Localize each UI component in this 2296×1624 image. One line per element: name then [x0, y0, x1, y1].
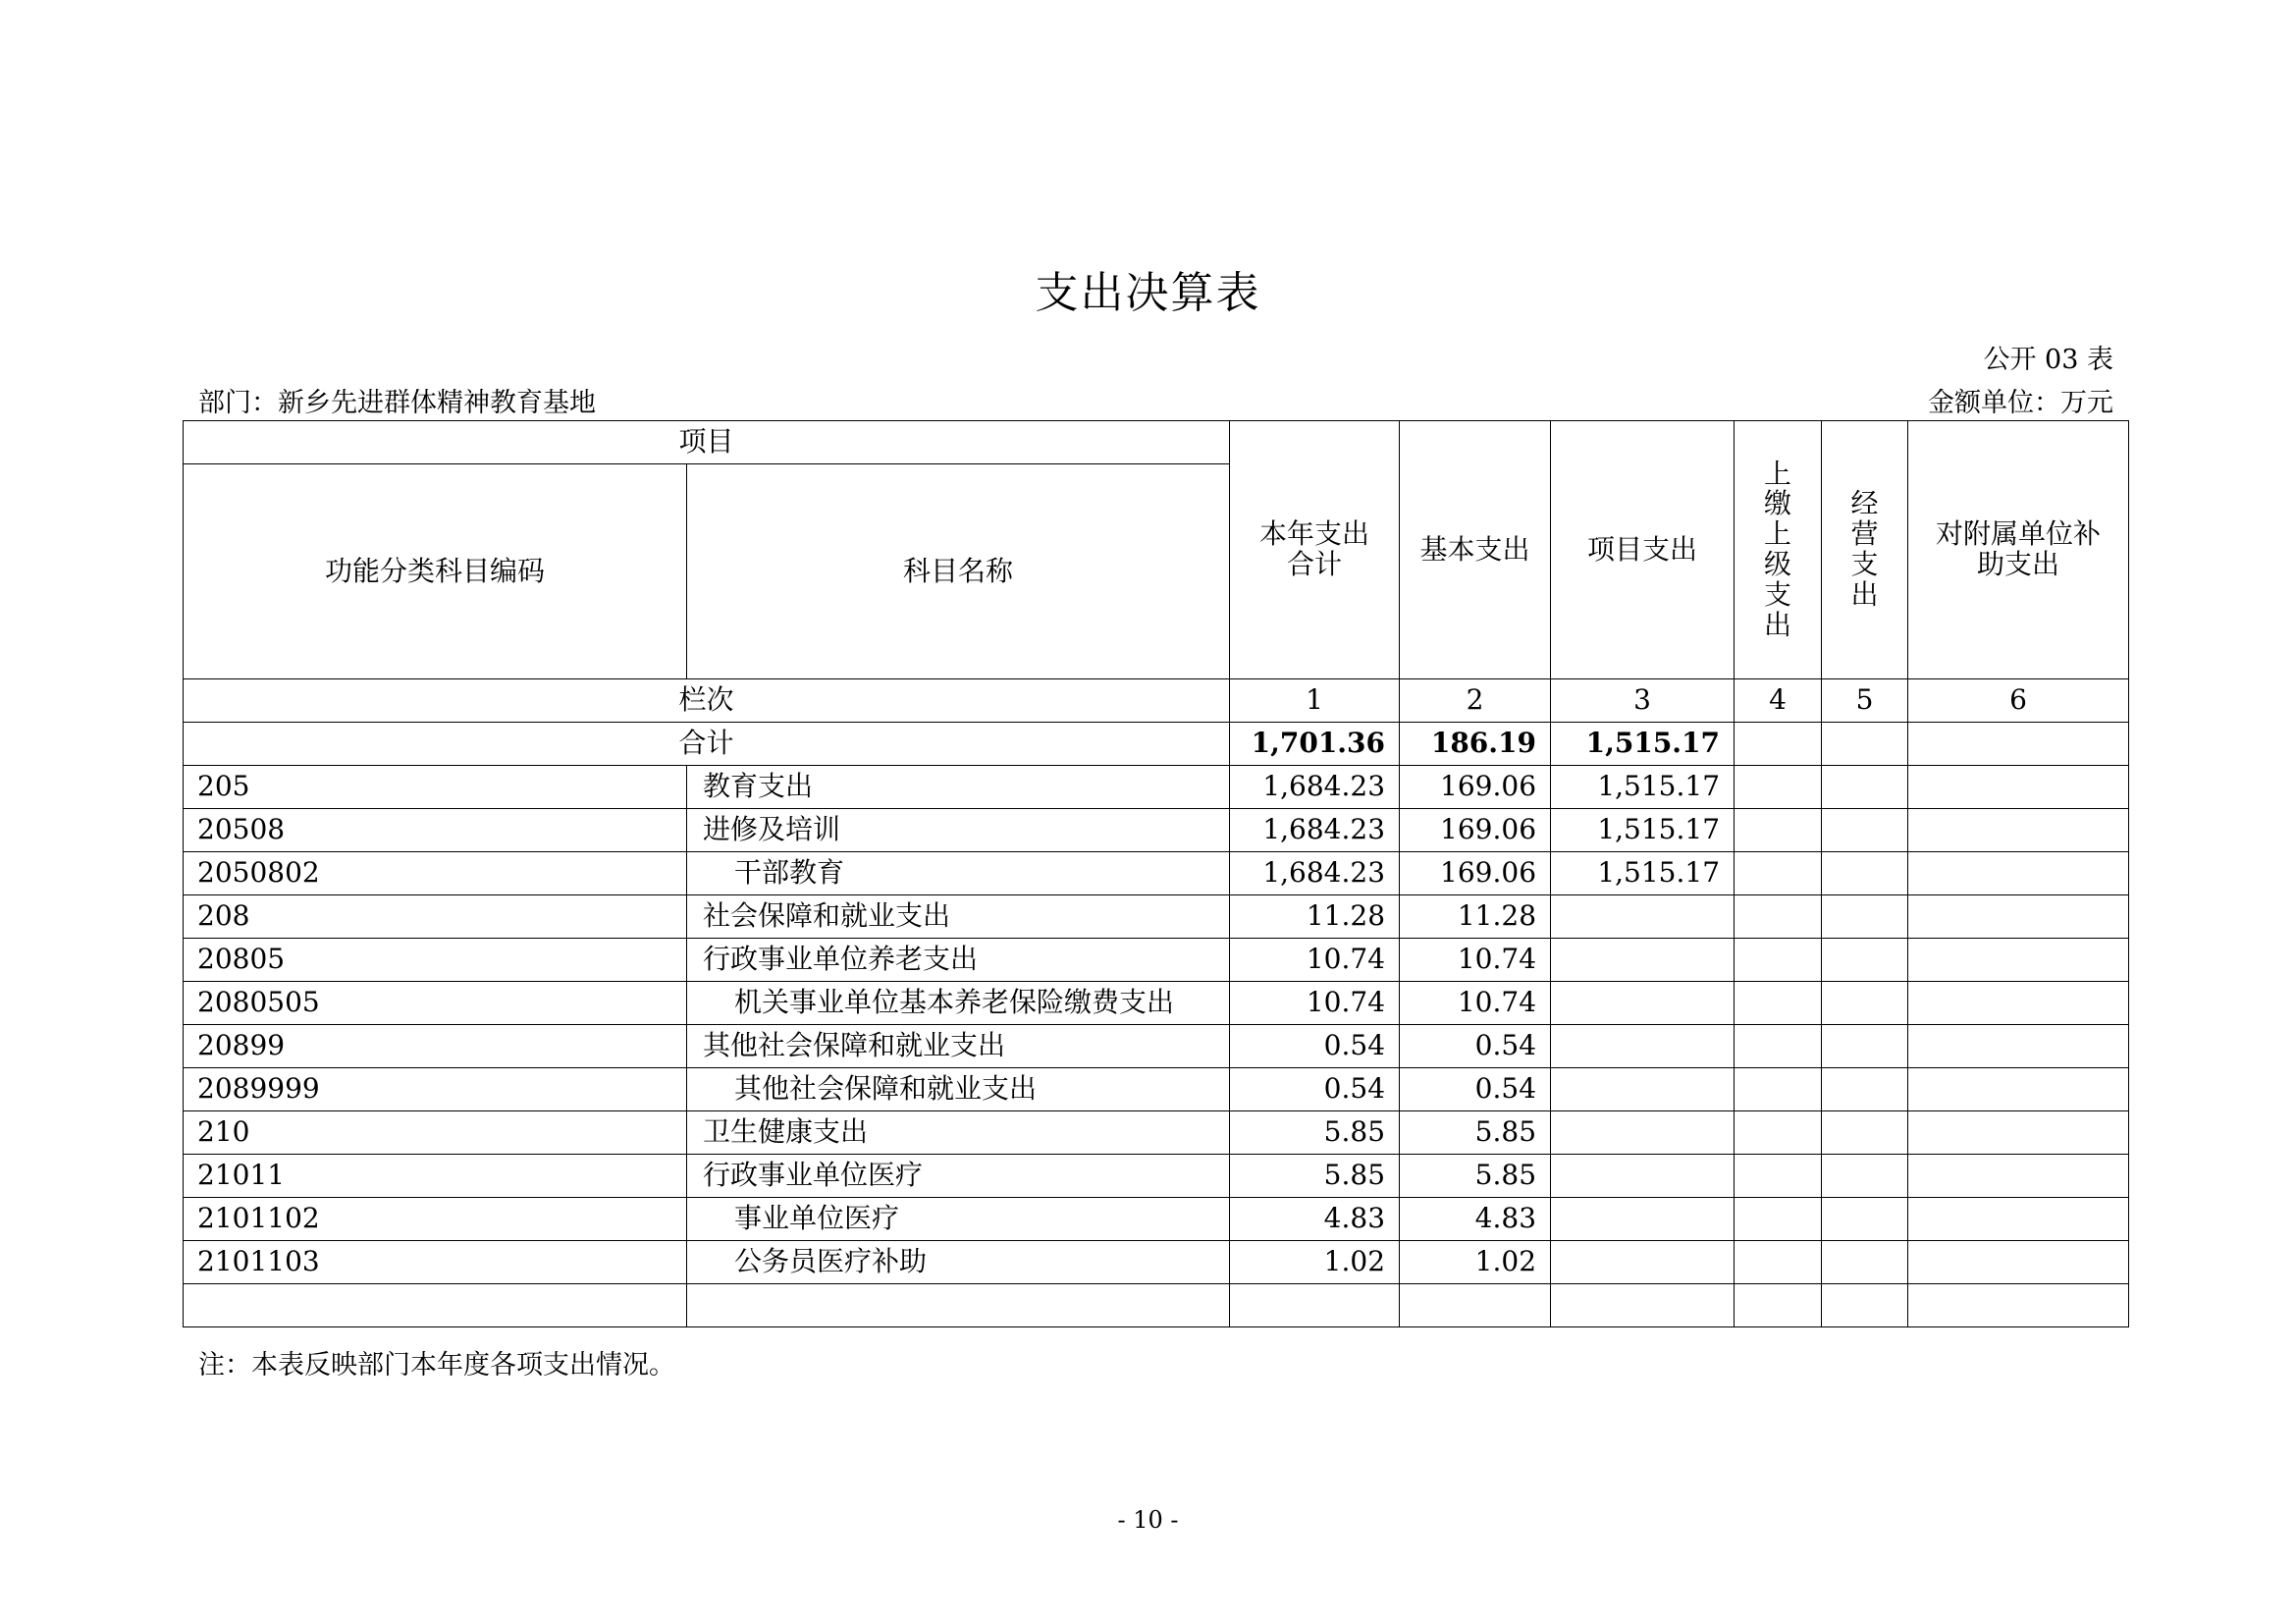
row-business: [1822, 1111, 1908, 1155]
row-total: 1,684.23: [1230, 852, 1400, 895]
table-row: [184, 852, 2129, 895]
row-upper: [1735, 895, 1822, 939]
empty-cell: [1735, 1284, 1822, 1327]
header-upper-pay-text: 上 缴 上 级 支 出: [1764, 457, 1792, 641]
row-name: 行政事业单位养老支出: [687, 939, 1230, 982]
row-total: 5.85: [1230, 1111, 1400, 1155]
row-business: [1822, 895, 1908, 939]
total-project: 1,515.17: [1551, 723, 1735, 766]
row-basic: 169.06: [1400, 766, 1551, 809]
row-business: [1822, 766, 1908, 809]
row-upper: [1735, 1025, 1822, 1068]
total-amount: 1,701.36: [1230, 723, 1400, 766]
column-index-row: [184, 679, 2129, 723]
row-upper: [1735, 809, 1822, 852]
row-subsidy: [1908, 1198, 2129, 1241]
total-basic: 186.19: [1400, 723, 1551, 766]
row-name: 行政事业单位医疗: [687, 1155, 1230, 1198]
total-upper: [1735, 723, 1822, 766]
table-row: [184, 766, 2129, 809]
row-total: 10.74: [1230, 982, 1400, 1025]
empty-cell: [1400, 1284, 1551, 1327]
row-basic: 5.85: [1400, 1155, 1551, 1198]
total-row: [184, 723, 2129, 766]
row-name: 公务员医疗补助: [687, 1241, 1230, 1284]
row-project: [1551, 1111, 1735, 1155]
row-code: 2080505: [184, 982, 687, 1025]
header-subsidy-line1: 对附属单位补: [1936, 517, 2102, 551]
row-project: [1551, 1025, 1735, 1068]
column-index-5: 5: [1822, 679, 1908, 723]
row-subsidy: [1908, 939, 2129, 982]
row-name: 社会保障和就业支出: [687, 895, 1230, 939]
row-code: 2101103: [184, 1241, 687, 1284]
header-name: 科目名称: [687, 464, 1230, 679]
row-code: 208: [184, 895, 687, 939]
empty-cell: [687, 1284, 1230, 1327]
row-project: 1,515.17: [1551, 809, 1735, 852]
row-code: 2089999: [184, 1068, 687, 1111]
table-row: [184, 1068, 2129, 1111]
row-code: 205: [184, 766, 687, 809]
table-note: 注：本表反映部门本年度各项支出情况。: [198, 1350, 675, 1380]
row-business: [1822, 939, 1908, 982]
row-upper: [1735, 982, 1822, 1025]
row-basic: 0.54: [1400, 1025, 1551, 1068]
header-project-expense: 项目支出: [1551, 421, 1735, 679]
table-row: [184, 982, 2129, 1025]
row-business: [1822, 1241, 1908, 1284]
row-project: [1551, 1155, 1735, 1198]
total-label: 合计: [184, 723, 1230, 766]
table-row: [184, 1155, 2129, 1198]
row-code: 2050802: [184, 852, 687, 895]
row-basic: 0.54: [1400, 1068, 1551, 1111]
empty-row: [184, 1284, 2129, 1327]
row-total: 4.83: [1230, 1198, 1400, 1241]
column-index-4: 4: [1735, 679, 1822, 723]
row-subsidy: [1908, 1241, 2129, 1284]
row-subsidy: [1908, 1025, 2129, 1068]
row-business: [1822, 852, 1908, 895]
row-basic: 169.06: [1400, 852, 1551, 895]
row-business: [1822, 1198, 1908, 1241]
header-total-line1: 本年支出: [1259, 517, 1370, 551]
row-subsidy: [1908, 982, 2129, 1025]
row-subsidy: [1908, 1155, 2129, 1198]
column-index-2: 2: [1400, 679, 1551, 723]
row-business: [1822, 1155, 1908, 1198]
row-project: [1551, 1068, 1735, 1111]
row-upper: [1735, 852, 1822, 895]
row-project: [1551, 1198, 1735, 1241]
empty-cell: [184, 1284, 687, 1327]
row-name: 干部教育: [687, 852, 1230, 895]
expenditure-table: [183, 420, 2129, 1327]
total-subsidy: [1908, 723, 2129, 766]
row-upper: [1735, 1198, 1822, 1241]
row-total: 1,684.23: [1230, 766, 1400, 809]
row-basic: 5.85: [1400, 1111, 1551, 1155]
header-business-text: 经 营 支 出: [1850, 487, 1879, 611]
row-subsidy: [1908, 809, 2129, 852]
form-number: 公开 03 表: [1983, 345, 2113, 375]
row-project: [1551, 939, 1735, 982]
empty-cell: [1230, 1284, 1400, 1327]
row-name: 机关事业单位基本养老保险缴费支出: [687, 982, 1230, 1025]
row-project: [1551, 895, 1735, 939]
column-index-6: 6: [1908, 679, 2129, 723]
row-business: [1822, 809, 1908, 852]
row-business: [1822, 982, 1908, 1025]
header-upper-pay: [1735, 421, 1822, 679]
row-code: 21011: [184, 1155, 687, 1198]
table-row: [184, 1241, 2129, 1284]
row-upper: [1735, 1241, 1822, 1284]
row-business: [1822, 1068, 1908, 1111]
row-business: [1822, 1025, 1908, 1068]
row-subsidy: [1908, 1111, 2129, 1155]
empty-cell: [1908, 1284, 2129, 1327]
row-project: 1,515.17: [1551, 766, 1735, 809]
row-basic: 4.83: [1400, 1198, 1551, 1241]
header-business: [1822, 421, 1908, 679]
row-project: 1,515.17: [1551, 852, 1735, 895]
row-subsidy: [1908, 1068, 2129, 1111]
row-upper: [1735, 766, 1822, 809]
row-basic: 11.28: [1400, 895, 1551, 939]
empty-cell: [1551, 1284, 1735, 1327]
row-upper: [1735, 1111, 1822, 1155]
row-basic: 10.74: [1400, 939, 1551, 982]
row-basic: 1.02: [1400, 1241, 1551, 1284]
row-name: 卫生健康支出: [687, 1111, 1230, 1155]
header-subsidy-line2: 助支出: [1977, 548, 2060, 580]
column-index-label: 栏次: [184, 679, 1230, 723]
table-row: [184, 1111, 2129, 1155]
header-subsidy: [1908, 421, 2129, 679]
row-code: 210: [184, 1111, 687, 1155]
header-total: [1230, 421, 1400, 679]
row-upper: [1735, 1068, 1822, 1111]
row-total: 1,684.23: [1230, 809, 1400, 852]
table-row: [184, 1198, 2129, 1241]
row-name: 其他社会保障和就业支出: [687, 1025, 1230, 1068]
row-total: 0.54: [1230, 1068, 1400, 1111]
row-code: 20899: [184, 1025, 687, 1068]
row-upper: [1735, 939, 1822, 982]
amount-unit-label: 金额单位：万元: [1928, 388, 2113, 418]
row-code: 20508: [184, 809, 687, 852]
row-upper: [1735, 1155, 1822, 1198]
table-row: [184, 939, 2129, 982]
header-total-line2: 合计: [1287, 548, 1343, 580]
row-project: [1551, 982, 1735, 1025]
header-project: 项目: [184, 421, 1230, 464]
row-name: 事业单位医疗: [687, 1198, 1230, 1241]
column-index-3: 3: [1551, 679, 1735, 723]
row-total: 0.54: [1230, 1025, 1400, 1068]
row-subsidy: [1908, 852, 2129, 895]
row-code: 2101102: [184, 1198, 687, 1241]
row-subsidy: [1908, 895, 2129, 939]
row-basic: 10.74: [1400, 982, 1551, 1025]
table-row: [184, 809, 2129, 852]
row-total: 10.74: [1230, 939, 1400, 982]
row-project: [1551, 1241, 1735, 1284]
row-total: 5.85: [1230, 1155, 1400, 1198]
table-row: [184, 895, 2129, 939]
row-subsidy: [1908, 766, 2129, 809]
row-name: 进修及培训: [687, 809, 1230, 852]
header-basic: 基本支出: [1400, 421, 1551, 679]
page-number: - 10 -: [1117, 1506, 1179, 1534]
row-code: 20805: [184, 939, 687, 982]
row-name: 其他社会保障和就业支出: [687, 1068, 1230, 1111]
empty-cell: [1822, 1284, 1908, 1327]
header-code: 功能分类科目编码: [184, 464, 687, 679]
table-row: [184, 1025, 2129, 1068]
column-index-1: 1: [1230, 679, 1400, 723]
header-row-1: [184, 421, 2129, 464]
row-total: 11.28: [1230, 895, 1400, 939]
row-total: 1.02: [1230, 1241, 1400, 1284]
department-label: 部门：新乡先进群体精神教育基地: [198, 388, 596, 418]
total-business: [1822, 723, 1908, 766]
row-name: 教育支出: [687, 766, 1230, 809]
row-basic: 169.06: [1400, 809, 1551, 852]
page-title: 支出决算表: [1035, 268, 1261, 318]
